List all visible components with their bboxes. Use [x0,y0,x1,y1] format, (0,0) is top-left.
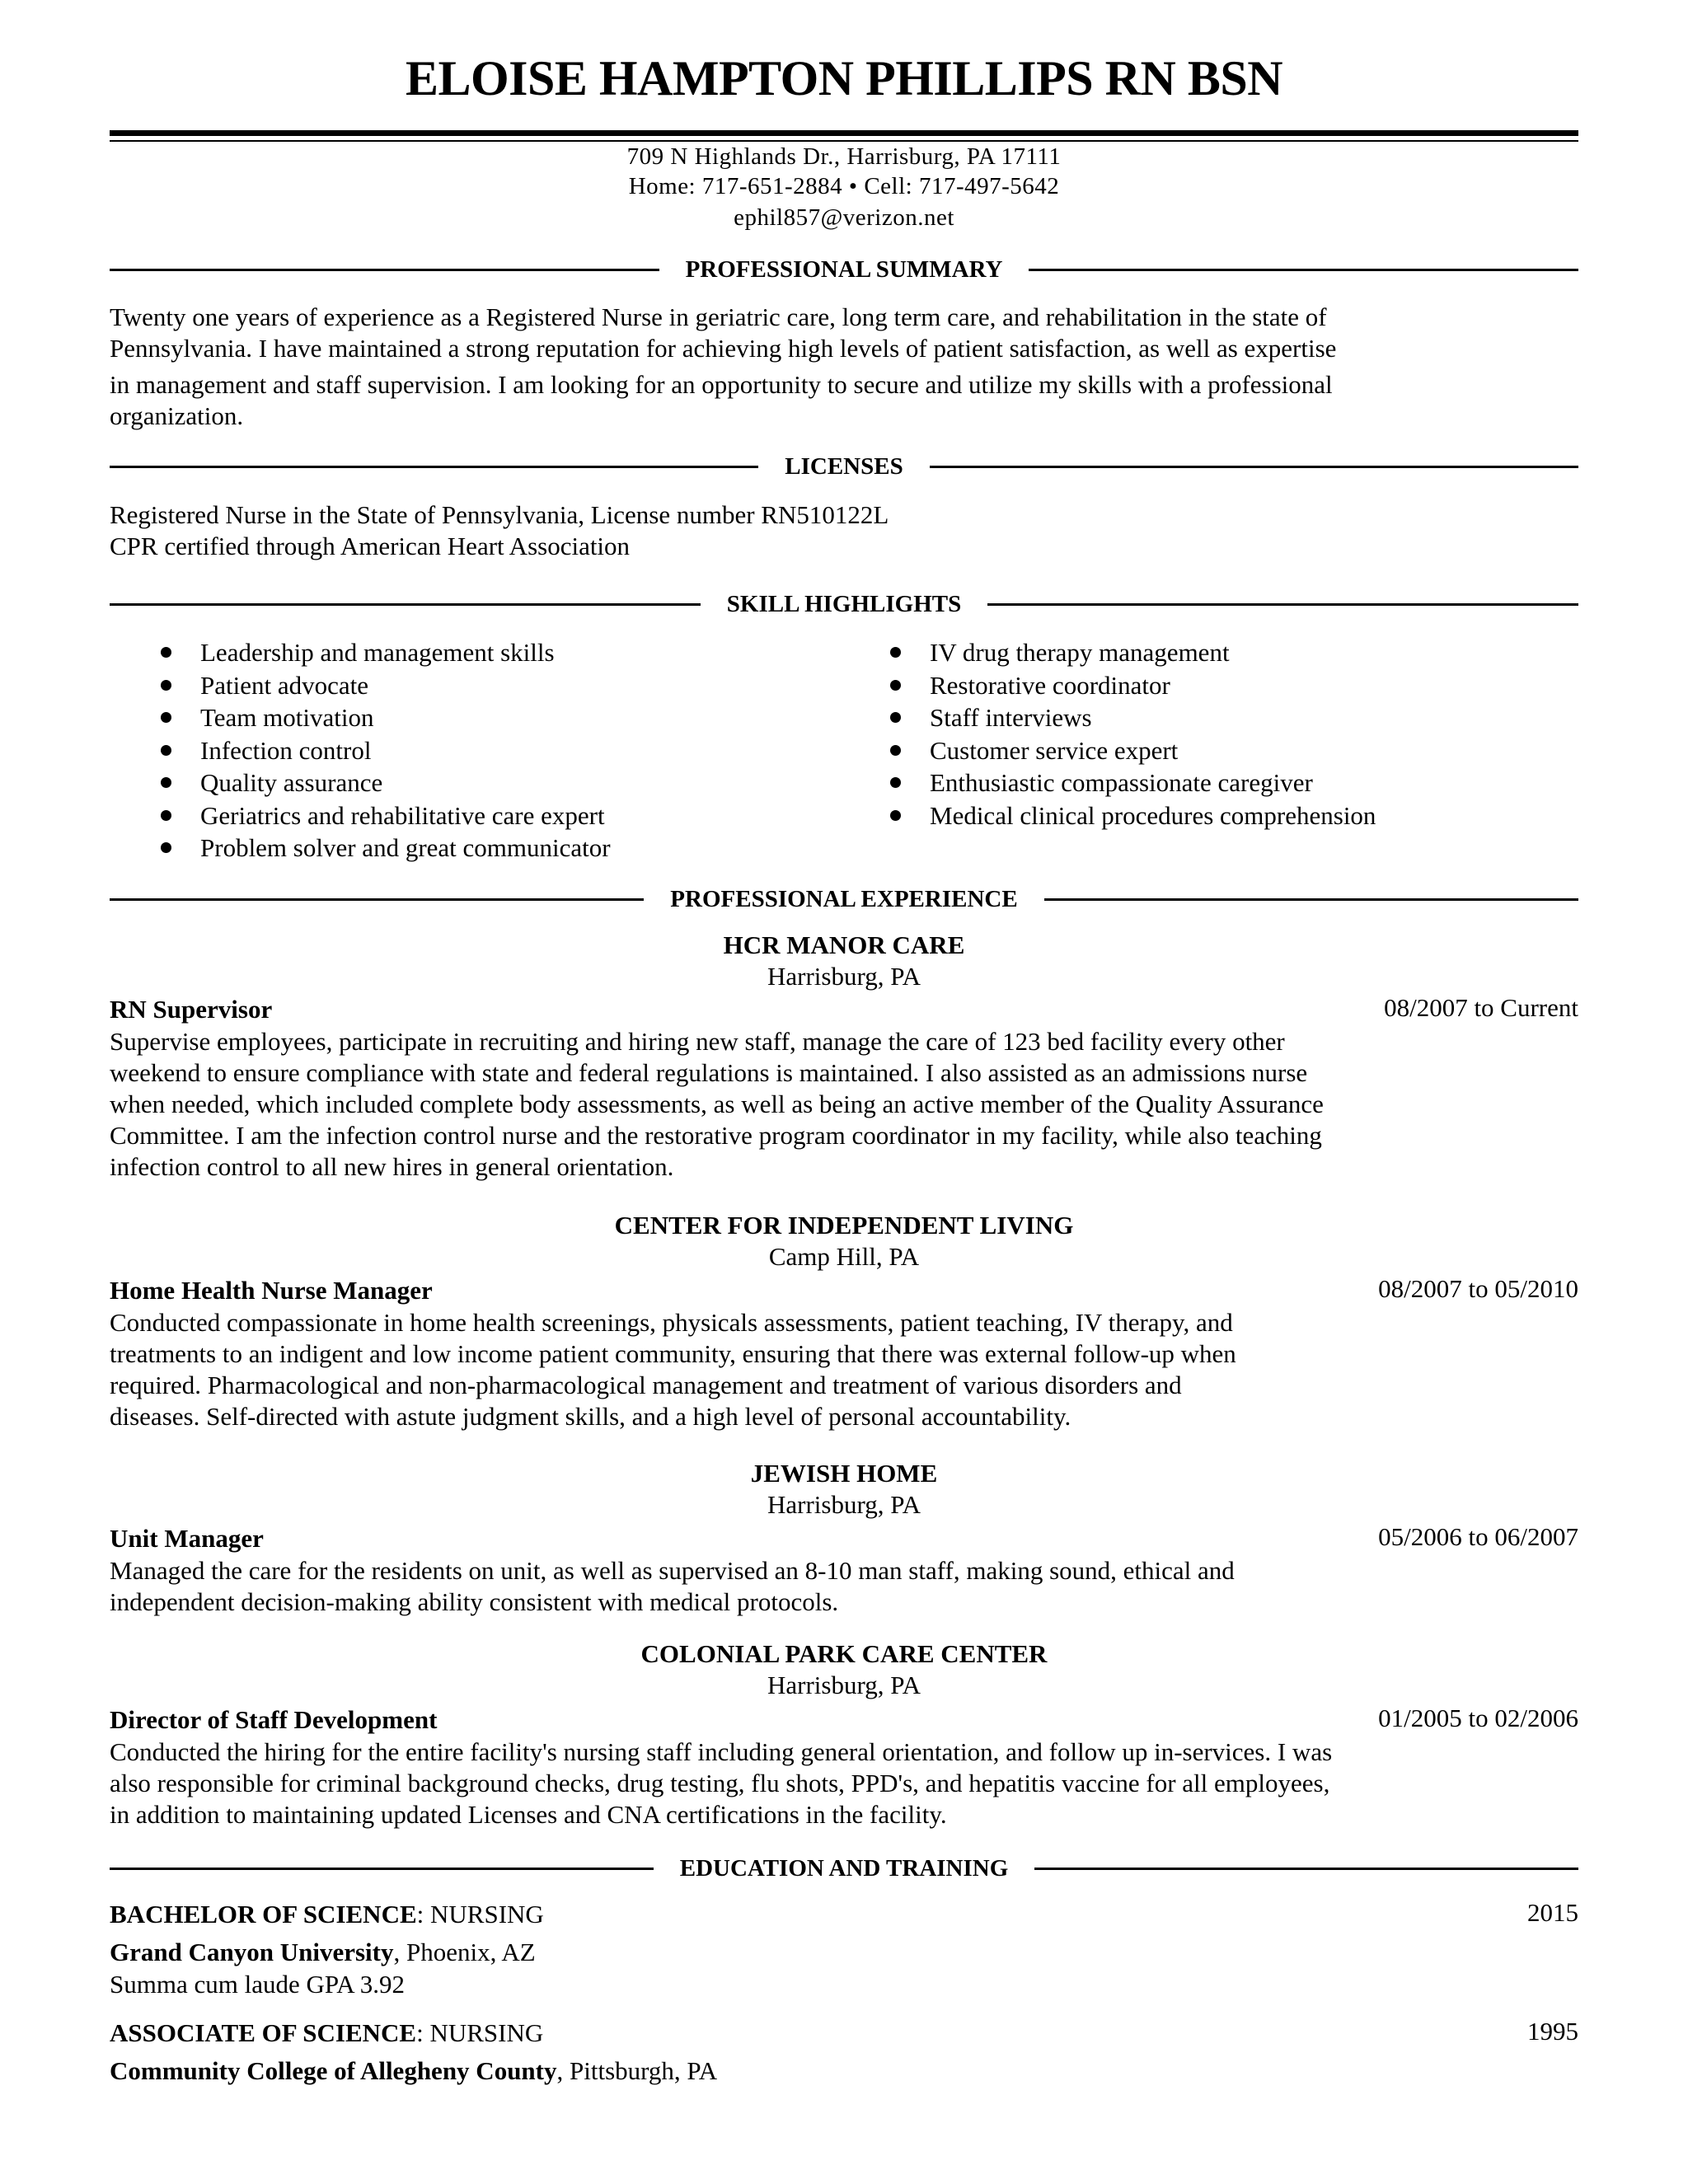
section-heading-licenses: LICENSES [110,450,1578,483]
job-employer: HCR MANOR CARE [723,930,965,959]
job-title: RN Supervisor [110,995,273,1024]
job-dates: 01/2005 to 02/2006 [1378,1704,1578,1732]
education-degree: BACHELOR OF SCIENCE: NURSING [110,1900,544,1929]
list-item: Infection control [110,734,611,767]
list-item: Restorative coordinator [839,669,1376,702]
list-item: Staff interviews [839,701,1376,734]
education-honors: Summa cum laude GPA 3.92 [110,1970,405,1999]
job-description: Conducted compassionate in home health screenings, physicals assessments, patient teaching, IV therapy, and treatments to an indigent and low income patient community, ensuring that there was external follow-up when required. Pharmacological and non-pharmacological management and treatment of various disorders and diseases. Self-directed with astute judgment skills, and a high level of personal accountability. [110,1308,1236,1431]
candidate-name: ELOISE HAMPTON PHILLIPS RN BSN [405,51,1283,105]
job-description: Supervise employees, participate in recruiting and hiring new staff, manage the care of 123 bed facility every other weekend to ensure compliance with state and federal regulations is maintained. I also assisted as an admissions nurse when needed, which included complete body assessments, as well as being an active member of the Quality Assurance Committee. I am the infection control nurse and the restorative program coordinator in my facility, while also teaching infection control to all new hires in general orientation. [110,1027,1324,1181]
education-school: Community College of Allegheny County, Pittsburgh, PA [110,2056,718,2085]
education-degree: ASSOCIATE OF SCIENCE: NURSING [110,2018,544,2047]
job-location: Harrisburg, PA [767,1490,921,1519]
list-item: IV drug therapy management [839,636,1376,669]
job-dates: 08/2007 to 05/2010 [1378,1274,1578,1303]
list-item: Customer service expert [839,734,1376,767]
education-school: Grand Canyon University, Phoenix, AZ [110,1938,536,1966]
address-line: 709 N Highlands Dr., Harrisburg, PA 17111 [626,143,1062,170]
email-line: ephil857@verizon.net [734,204,954,231]
job-description: Managed the care for the residents on unit, as well as supervised an 8-10 man staff, making sound, ethical and independent decision-making ability consistent with medical protocols. [110,1556,1235,1616]
job-employer: COLONIAL PARK CARE CENTER [640,1639,1048,1668]
education-year: 2015 [1527,1898,1578,1927]
list-item: Medical clinical procedures comprehension [839,799,1376,832]
licenses-text: Registered Nurse in the State of Pennsylvania, License number RN510122L CPR certified through American Heart Association [110,500,889,560]
header-rule-thick [110,130,1578,136]
list-item: Problem solver and great communicator [110,832,611,865]
list-item: Team motivation [110,701,611,734]
job-location: Camp Hill, PA [768,1242,920,1271]
job-dates: 05/2006 to 06/2007 [1378,1522,1578,1551]
education-year: 1995 [1527,2017,1578,2046]
job-title: Home Health Nurse Manager [110,1276,433,1305]
phone-line: Home: 717-651-2884 • Cell: 717-497-5642 [628,173,1060,199]
list-item: Patient advocate [110,669,611,702]
section-heading-experience: PROFESSIONAL EXPERIENCE [110,883,1578,916]
job-description: Conducted the hiring for the entire facility's nursing staff including general orientation, and follow up in-services. I was also responsible for criminal background checks, drug testing, flu shots, PPD's, and hepatitis vaccine for all employees, in addition to maintaining updated Licenses and CNA certifications in the facility. [110,1737,1333,1829]
list-item: Geriatrics and rehabilitative care expert [110,799,611,832]
skills-left-list [110,636,611,865]
summary-text: Twenty one years of experience as a Registered Nurse in geriatric care, long term care, and rehabilitation in the state of Pennsylvania. I have maintained a strong reputation for achieving high levels of patient satisfaction, as well as expertise in management and staff supervision. I am looking for an opportunity to secure and utilize my skills with a professional organization. [110,302,1337,430]
section-heading-education: EDUCATION AND TRAINING [110,1852,1578,1885]
job-location: Harrisburg, PA [767,962,921,991]
job-employer: CENTER FOR INDEPENDENT LIVING [614,1211,1074,1240]
job-employer: JEWISH HOME [750,1459,938,1488]
skills-right-list [839,636,1376,832]
section-heading-summary: PROFESSIONAL SUMMARY [110,253,1578,286]
job-title: Director of Staff Development [110,1705,438,1734]
section-heading-skills: SKILL HIGHLIGHTS [110,588,1578,621]
job-dates: 08/2007 to Current [1384,993,1578,1022]
list-item: Leadership and management skills [110,636,611,669]
job-location: Harrisburg, PA [767,1671,921,1699]
list-item: Quality assurance [110,766,611,799]
job-title: Unit Manager [110,1524,264,1553]
list-item: Enthusiastic compassionate caregiver [839,766,1376,799]
